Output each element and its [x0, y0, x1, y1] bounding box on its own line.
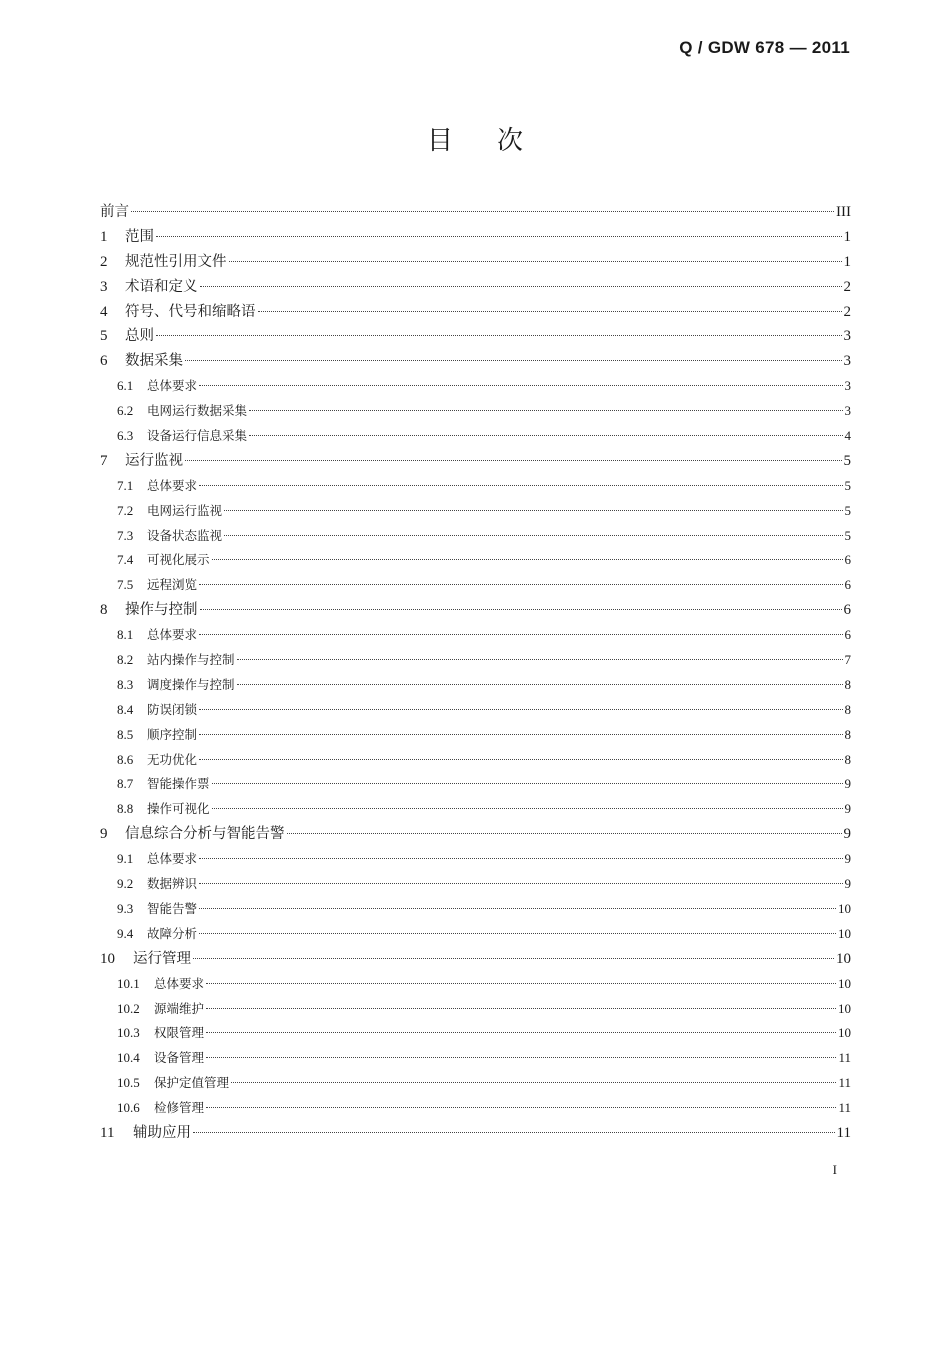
toc-entry-title: 数据辨识: [147, 876, 198, 892]
toc-entry-page: 3: [843, 353, 851, 370]
toc-entry-number: 8.4: [117, 701, 134, 717]
toc-subentry[interactable]: [100, 1096, 851, 1121]
dot-leader: [156, 335, 842, 336]
dot-leader: [199, 634, 842, 635]
toc-subentry[interactable]: [100, 872, 851, 897]
toc-subentry[interactable]: [100, 897, 851, 922]
dot-leader: [237, 659, 843, 660]
toc-entry-page: 11: [838, 1100, 851, 1116]
toc-entry-title: 总体要求: [147, 378, 198, 394]
toc-entry-page: 6: [844, 627, 851, 643]
dot-leader: [229, 261, 842, 262]
toc-entry-page: 10: [838, 925, 851, 941]
toc-entry[interactable]: [100, 200, 851, 225]
dot-leader: [185, 460, 842, 461]
toc-entry-title: 总体要求: [154, 975, 205, 991]
toc-entry-title: 调度操作与控制: [147, 676, 235, 692]
toc-entry-page: 3: [844, 403, 851, 419]
toc-entry-page: 11: [836, 1124, 851, 1141]
toc-entry-page: 6: [844, 577, 851, 593]
toc-entry-title: 总则: [125, 328, 154, 345]
toc-entry[interactable]: [100, 598, 851, 623]
toc-entry-title: 智能操作票: [147, 776, 210, 792]
toc-entry-title: 故障分析: [147, 925, 198, 941]
toc-entry-number: 10: [100, 950, 115, 967]
toc-entry-page: 11: [838, 1075, 851, 1091]
toc-entry-number: 9.3: [117, 900, 134, 916]
toc-entry-title: 术语和定义: [125, 278, 198, 295]
dot-leader: [199, 584, 842, 585]
toc-entry-number: 11: [100, 1124, 115, 1141]
toc-subentry[interactable]: [100, 548, 851, 573]
toc-entry-page: 8: [844, 701, 851, 717]
dot-leader: [199, 734, 842, 735]
toc-entry-number: 4: [100, 303, 108, 320]
toc-entry-title: 设备管理: [154, 1050, 205, 1066]
toc-entry-number: 3: [100, 278, 108, 295]
dot-leader: [131, 211, 834, 212]
toc-entry-number: 7.4: [117, 552, 134, 568]
toc-entry-page: 5: [844, 502, 851, 518]
dot-leader: [287, 833, 842, 834]
toc-entry-page: 9: [844, 851, 851, 867]
toc-subentry[interactable]: [100, 648, 851, 673]
toc-entry-number: 8.7: [117, 776, 134, 792]
toc-entry[interactable]: [100, 300, 851, 325]
toc-entry-number: 10.1: [117, 975, 140, 991]
toc-entry-number: 8: [100, 602, 108, 619]
dot-leader: [206, 1057, 836, 1058]
toc-entry-page: 9: [844, 776, 851, 792]
toc-entry-number: 10.5: [117, 1075, 140, 1091]
toc-entry-title: 数据采集: [125, 353, 183, 370]
dot-leader: [199, 709, 842, 710]
document-code: Q / GDW 678 — 2011: [679, 38, 850, 57]
dot-leader: [193, 958, 834, 959]
toc-entry-page: 10: [838, 900, 851, 916]
toc-entry-title: 无功优化: [147, 751, 198, 767]
toc-entry-title: 电网运行数据采集: [147, 403, 248, 419]
dot-leader: [249, 410, 842, 411]
toc-subentry[interactable]: [100, 499, 851, 524]
toc-entry-page: 11: [838, 1050, 851, 1066]
toc-subentry[interactable]: [100, 424, 851, 449]
dot-leader: [258, 311, 842, 312]
toc-entry-page: 6: [843, 602, 851, 619]
dot-leader: [200, 286, 842, 287]
toc-subentry[interactable]: [100, 524, 851, 549]
toc-entry[interactable]: [100, 822, 851, 847]
dot-leader: [224, 510, 842, 511]
toc-entry-title: 范围: [125, 228, 154, 245]
toc-entry-title: 辅助应用: [133, 1124, 191, 1141]
toc-entry-page: 9: [844, 876, 851, 892]
toc-entry-page: III: [836, 204, 851, 220]
dot-leader: [199, 759, 842, 760]
toc-subentry[interactable]: [100, 847, 851, 872]
toc-subentry[interactable]: [100, 474, 851, 499]
toc-entry-page: 1: [843, 228, 851, 245]
toc-entry[interactable]: [100, 250, 851, 275]
dot-leader: [224, 535, 842, 536]
toc-entry-number: 9: [100, 826, 108, 843]
toc-entry-title: 规范性引用文件: [125, 253, 227, 270]
toc-entry-page: 8: [844, 751, 851, 767]
toc-entry-page: 8: [844, 726, 851, 742]
dot-leader: [199, 933, 836, 934]
toc-entry-title: 信息综合分析与智能告警: [125, 826, 285, 843]
toc-subentry[interactable]: [100, 748, 851, 773]
toc-subentry[interactable]: [100, 1046, 851, 1071]
toc-subentry[interactable]: [100, 997, 851, 1022]
toc-entry-page: 10: [838, 1025, 851, 1041]
toc-entry[interactable]: [100, 947, 851, 972]
toc-entry-number: 5: [100, 328, 108, 345]
toc-entry-title: 操作与控制: [125, 602, 198, 619]
toc-entry-page: 7: [844, 652, 851, 668]
toc-entry-title: 设备运行信息采集: [147, 428, 248, 444]
toc-entry-number: 7.2: [117, 502, 134, 518]
toc-entry-title: 运行管理: [133, 950, 191, 967]
toc-entry-title: 智能告警: [147, 900, 198, 916]
toc-entry-number: 6.1: [117, 378, 134, 394]
toc-entry-title: 运行监视: [125, 452, 183, 469]
toc-entry-title: 设备状态监视: [147, 527, 223, 543]
toc-entry-page: 2: [843, 303, 851, 320]
toc-subentry[interactable]: [100, 698, 851, 723]
toc-entry-title: 总体要求: [147, 477, 198, 493]
toc-subentry[interactable]: [100, 1071, 851, 1096]
toc-entry-page: 10: [836, 950, 851, 967]
toc-entry-title: 远程浏览: [147, 577, 198, 593]
page-number: I: [832, 1162, 837, 1177]
toc-entry-page: 4: [844, 428, 851, 444]
page-title: 目次: [426, 126, 567, 156]
dot-leader: [199, 385, 842, 386]
dot-leader: [212, 808, 843, 809]
dot-leader: [199, 908, 836, 909]
dot-leader: [206, 1008, 836, 1009]
toc-entry-title: 符号、代号和缩略语: [125, 303, 256, 320]
toc-entry-number: 1: [100, 228, 108, 245]
toc-entry-title: 可视化展示: [147, 552, 210, 568]
toc-entry-number: 8.2: [117, 652, 134, 668]
toc-entry-title: 权限管理: [154, 1025, 205, 1041]
toc-entry-number: 10.2: [117, 1000, 140, 1016]
toc-entry[interactable]: [100, 349, 851, 374]
dot-leader: [199, 858, 842, 859]
toc-entry-page: 2: [843, 278, 851, 295]
toc-subentry[interactable]: [100, 623, 851, 648]
toc-subentry[interactable]: [100, 1021, 851, 1046]
dot-leader: [249, 435, 842, 436]
toc-subentry[interactable]: [100, 922, 851, 947]
toc-entry-page: 5: [844, 477, 851, 493]
toc-subentry[interactable]: [100, 673, 851, 698]
dot-leader: [206, 1107, 836, 1108]
dot-leader: [185, 360, 842, 361]
toc-entry-page: 5: [843, 452, 851, 469]
toc-entry-title: 总体要求: [147, 851, 198, 867]
toc-entry-number: 9.4: [117, 925, 134, 941]
toc-entry-title: 顺序控制: [147, 726, 198, 742]
toc-entry-number: 10.4: [117, 1050, 140, 1066]
toc-entry-title: 总体要求: [147, 627, 198, 643]
toc-entry-page: 10: [838, 975, 851, 991]
dot-leader: [193, 1132, 835, 1133]
toc-entry-page: 6: [844, 552, 851, 568]
toc-entry[interactable]: [100, 275, 851, 300]
toc-entry-number: 6.3: [117, 428, 134, 444]
dot-leader: [237, 684, 843, 685]
dot-leader: [156, 236, 842, 237]
toc-entry-title: 保护定值管理: [154, 1075, 230, 1091]
toc-entry[interactable]: [100, 324, 851, 349]
toc-entry-page: 9: [843, 826, 851, 843]
dot-leader: [199, 883, 842, 884]
toc-entry-number: 2: [100, 253, 108, 270]
toc-entry-page: 3: [844, 378, 851, 394]
toc-entry-number: 9.2: [117, 876, 134, 892]
dot-leader: [206, 983, 836, 984]
toc-entry-number: 9.1: [117, 851, 134, 867]
toc-subentry[interactable]: [100, 972, 851, 997]
toc-entry-number: 7.1: [117, 477, 134, 493]
table-of-contents: [100, 200, 851, 1146]
toc-entry-number: 10.3: [117, 1025, 140, 1041]
toc-subentry[interactable]: [100, 723, 851, 748]
toc-entry-page: 8: [844, 676, 851, 692]
toc-entry-number: 7.3: [117, 527, 134, 543]
dot-leader: [231, 1082, 836, 1083]
toc-entry-title: 源端维护: [154, 1000, 205, 1016]
toc-entry-page: 5: [844, 527, 851, 543]
toc-entry-number: 6.2: [117, 403, 134, 419]
toc-entry-number: 8.8: [117, 801, 134, 817]
toc-entry-number: 7.5: [117, 577, 134, 593]
toc-subentry[interactable]: [100, 573, 851, 598]
dot-leader: [200, 609, 842, 610]
toc-subentry[interactable]: [100, 374, 851, 399]
toc-subentry[interactable]: [100, 772, 851, 797]
toc-entry-title: 检修管理: [154, 1100, 205, 1116]
toc-entry-title: 防误闭锁: [147, 701, 198, 717]
dot-leader: [199, 485, 842, 486]
toc-entry-title: 电网运行监视: [147, 502, 223, 518]
toc-entry-number: 6: [100, 353, 108, 370]
toc-entry-page: 9: [844, 801, 851, 817]
toc-entry[interactable]: [100, 225, 851, 250]
toc-entry-number: 10.6: [117, 1100, 140, 1116]
dot-leader: [212, 783, 843, 784]
toc-entry[interactable]: [100, 1121, 851, 1146]
dot-leader: [212, 559, 843, 560]
toc-entry-page: 3: [843, 328, 851, 345]
toc-entry-number: 8.1: [117, 627, 134, 643]
toc-entry-page: 10: [838, 1000, 851, 1016]
toc-entry-number: 8.3: [117, 676, 134, 692]
toc-entry-title: 操作可视化: [147, 801, 210, 817]
toc-entry-page: 1: [843, 253, 851, 270]
toc-subentry[interactable]: [100, 399, 851, 424]
toc-entry-title: 前言: [100, 204, 129, 220]
toc-subentry[interactable]: [100, 797, 851, 822]
toc-entry-title: 站内操作与控制: [147, 652, 235, 668]
toc-entry-number: 8.6: [117, 751, 134, 767]
dot-leader: [206, 1032, 836, 1033]
toc-entry-number: 7: [100, 452, 108, 469]
toc-entry[interactable]: [100, 449, 851, 474]
toc-entry-number: 8.5: [117, 726, 134, 742]
